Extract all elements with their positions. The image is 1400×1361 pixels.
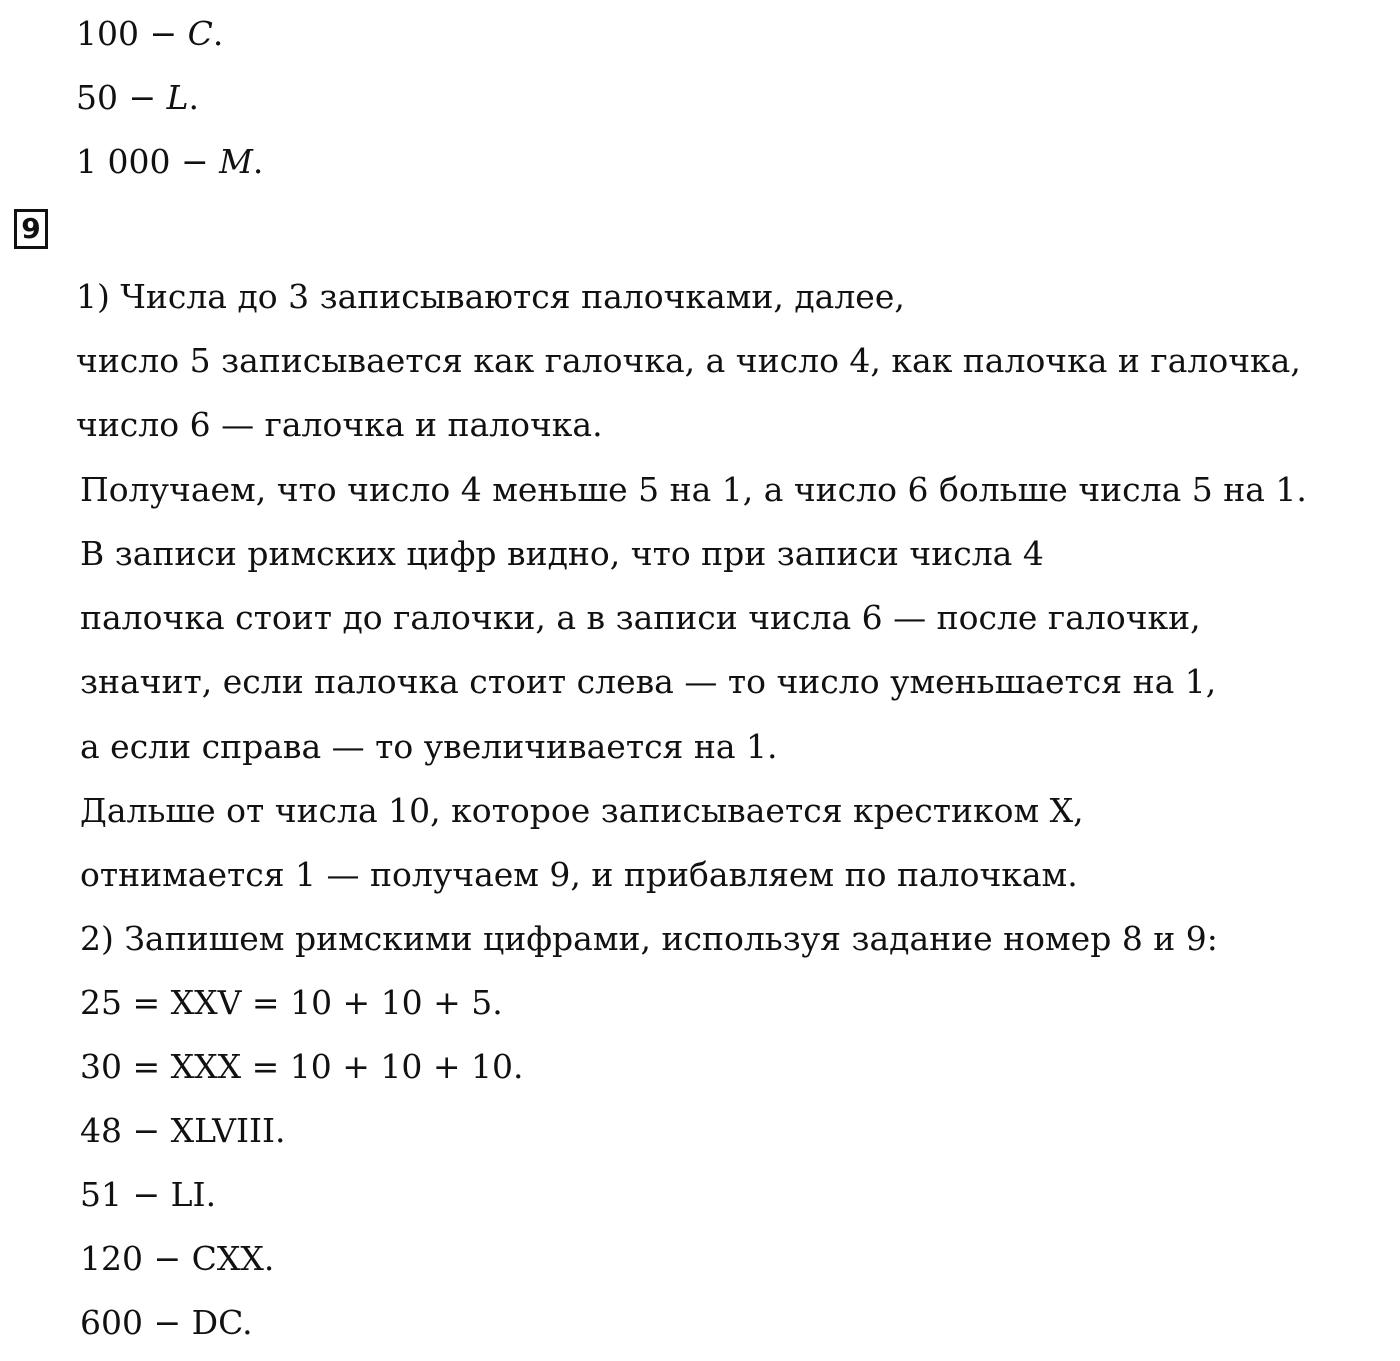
body-line-7: значит, если палочка стоит слева — то число уменьшается на 1, <box>80 662 1217 701</box>
line-suffix: . <box>252 142 264 181</box>
body-line-8: а если справа — то увеличивается на 1. <box>80 727 778 766</box>
body-line-13: 30 = XXX = 10 + 10 + 10. <box>80 1047 524 1086</box>
body-line-4: Получаем, что число 4 меньше 5 на 1, а число 6 больше числа 5 на 1. <box>80 470 1307 509</box>
roman-1000-line <box>76 142 263 182</box>
line-number: 100 − <box>76 14 188 53</box>
body-line-10: отнимается 1 — получаем 9, и прибавляем по палочкам. <box>80 855 1078 894</box>
roman-100-line <box>76 14 223 54</box>
task-number-badge: 9 <box>14 209 48 249</box>
body-line-14: 48 − XLVIII. <box>80 1111 286 1150</box>
roman-letter: L <box>166 78 189 117</box>
body-line-2: число 5 записывается как галочка, а число 4, как палочка и галочка, <box>76 341 1301 380</box>
body-line-11: 2) Запишем римскими цифрами, используя задание номер 8 и 9: <box>80 919 1218 958</box>
roman-letter: M <box>219 142 253 181</box>
body-line-5: В записи римских цифр видно, что при записи числа 4 <box>80 534 1044 573</box>
body-line-6: палочка стоит до галочки, а в записи числа 6 — после галочки, <box>80 598 1201 637</box>
body-line-15: 51 − LI. <box>80 1175 217 1214</box>
body-line-9: Дальше от числа 10, которое записывается крестиком X, <box>80 791 1084 830</box>
line-number: 50 − <box>76 78 167 117</box>
roman-50-line <box>76 78 199 118</box>
line-number: 1 000 − <box>76 142 220 181</box>
body-line-16: 120 − CXX. <box>80 1239 275 1278</box>
body-line-1: 1) Числа до 3 записываются палочками, далее, <box>76 277 905 316</box>
body-line-3: число 6 — галочка и палочка. <box>76 405 603 444</box>
body-line-17: 600 − DC. <box>80 1303 253 1342</box>
line-suffix: . <box>212 14 224 53</box>
line-suffix: . <box>188 78 200 117</box>
roman-letter: C <box>187 14 213 53</box>
body-line-12: 25 = XXV = 10 + 10 + 5. <box>80 983 503 1022</box>
